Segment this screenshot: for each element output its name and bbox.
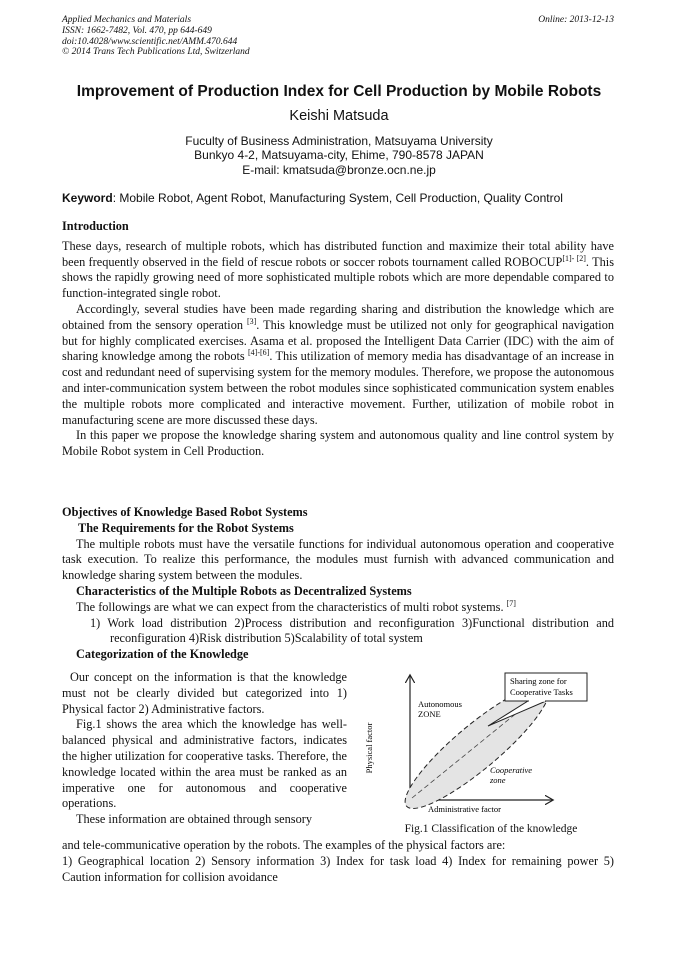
figure-caption: Fig.1 Classification of the knowledge bbox=[404, 823, 578, 835]
keyword-label: Keyword bbox=[62, 191, 113, 205]
bottom-paragraph-2: 1) Geographical location 2) Sensory information 3) Index for task load 4) Index for remaining power 5) Caution information for collision avoidance bbox=[62, 853, 614, 884]
intro-paragraph-2: Accordingly, several studies have been made regarding sharing and distribution the knowledge which are obtained from the sensory operation [3]. This knowledge must be utilized not only for geographical navigation but for highly complicated exercises. Asama et al. proposed the Intelligent Data Carrier (IDC) with the aim of sharing knowledge among the robots [4]-[6]. This utilization of memory media has disadvantage of an increase in cost and redundant need of supervising system for the memory modules. Therefore, we propose the autonomous and inter-communication system between the robot modules since sophisticated communication system enables the multiple robots more complicated and interactive movement. Further, utilization of mobile robot in manufacturing scene are more discussed these days. bbox=[62, 301, 614, 427]
journal-issn: ISSN: 1662-7482, Vol. 470, pp 644-649 bbox=[62, 25, 212, 36]
online-date: Online: 2013-12-13 bbox=[538, 15, 614, 25]
journal-header bbox=[62, 15, 250, 58]
figure-1 bbox=[360, 670, 615, 842]
journal-name: Applied Mechanics and Materials bbox=[62, 15, 192, 25]
keyword-text: : Mobile Robot, Agent Robot, Manufacturing System, Cell Production, Quality Control bbox=[112, 191, 563, 205]
autonomous-label-1: Autonomous bbox=[418, 699, 462, 709]
objectives-section bbox=[62, 505, 614, 663]
requirements-paragraph: The multiple robots must have the versatile functions for individual autonomous operation and cooperative task execution. To realize this performance, the modules must furnish with advanced communication and knowledge sharing system between the modules. bbox=[62, 536, 614, 583]
characteristics-list-item: 1) Work load distribution 2)Process distribution and reconfiguration 3)Functional distribution and reconfiguration 4)Risk distribution 5)Scalability of total system bbox=[90, 615, 614, 646]
author-name: Keishi Matsuda bbox=[289, 108, 389, 124]
intro-paragraph-1: These days, research of multiple robots, which has distributed function and maximize their total ability have been frequently observed in the field of rescue robots or soccer robots tournament called ROBOCUP[1]- [2]. This shows the rapidly growing need of more sophisticated multiple robots which are more dependable compared to function-integrated single robot. bbox=[62, 238, 614, 301]
objectives-heading: Objectives of Knowledge Based Robot Systems bbox=[62, 505, 308, 519]
y-axis-label: Physical factor bbox=[364, 722, 374, 774]
journal-copyright: © 2014 Trans Tech Publications Ltd, Switzerland bbox=[62, 47, 250, 58]
affiliation-line-1: Fuculty of Business Administration, Matsuyama University bbox=[185, 134, 493, 148]
categorization-subheading: Categorization of the Knowledge bbox=[76, 647, 249, 662]
affiliation bbox=[0, 134, 678, 177]
requirements-subheading: The Requirements for the Robot Systems bbox=[78, 520, 294, 535]
left-column-text bbox=[62, 670, 347, 828]
introduction-section bbox=[62, 219, 614, 460]
intro-paragraph-3: In this paper we propose the knowledge sharing system and autonomous quality and line control system by Mobile Robot system in Cell Production. bbox=[62, 428, 614, 459]
cooperative-label-1: Cooperative bbox=[490, 765, 533, 775]
paper-title: Improvement of Production Index for Cell Production by Mobile Robots bbox=[76, 83, 602, 100]
categorization-paragraph-1: Our concept on the information is that the knowledge must not be clearly divided but categorized into 1) Physical factor 2) Administrative factors. bbox=[62, 670, 347, 716]
affiliation-email: E-mail: kmatsuda@bronze.ocn.ne.jp bbox=[242, 162, 436, 177]
characteristics-subheading: Characteristics of the Multiple Robots as Decentralized Systems bbox=[76, 583, 412, 598]
keywords bbox=[62, 191, 622, 205]
callout-text-2: Cooperative Tasks bbox=[510, 687, 573, 697]
cooperative-label-2: zone bbox=[490, 775, 506, 785]
callout-text-1: Sharing zone for bbox=[510, 676, 567, 686]
bottom-text bbox=[62, 838, 614, 885]
journal-doi: doi:10.4028/www.scientific.net/AMM.470.644 bbox=[62, 36, 238, 47]
introduction-heading: Introduction bbox=[62, 219, 129, 233]
categorization-paragraph-2: Fig.1 shows the area which the knowledge has well-balanced physical and administrative factors, indicates the higher utilization for cooperative tasks. Therefore, the knowledge located within the area must be ranked as an imperative one for autonomous and cooperative operations. bbox=[62, 717, 347, 811]
categorization-paragraph-3: These information are obtained through sensory bbox=[76, 812, 312, 827]
x-axis-label: Administrative factor bbox=[428, 804, 501, 814]
characteristics-paragraph: The followings are what we can expect from the characteristics of multi robot systems. [7] bbox=[76, 598, 516, 614]
knowledge-classification-diagram bbox=[360, 670, 615, 820]
bottom-paragraph-1: and tele-communicative operation by the robots. The examples of the physical factors are: bbox=[62, 838, 506, 852]
affiliation-line-2: Bunkyo 4-2, Matsuyama-city, Ehime, 790-8578 JAPAN bbox=[194, 148, 484, 163]
autonomous-label-2: ZONE bbox=[418, 709, 441, 719]
